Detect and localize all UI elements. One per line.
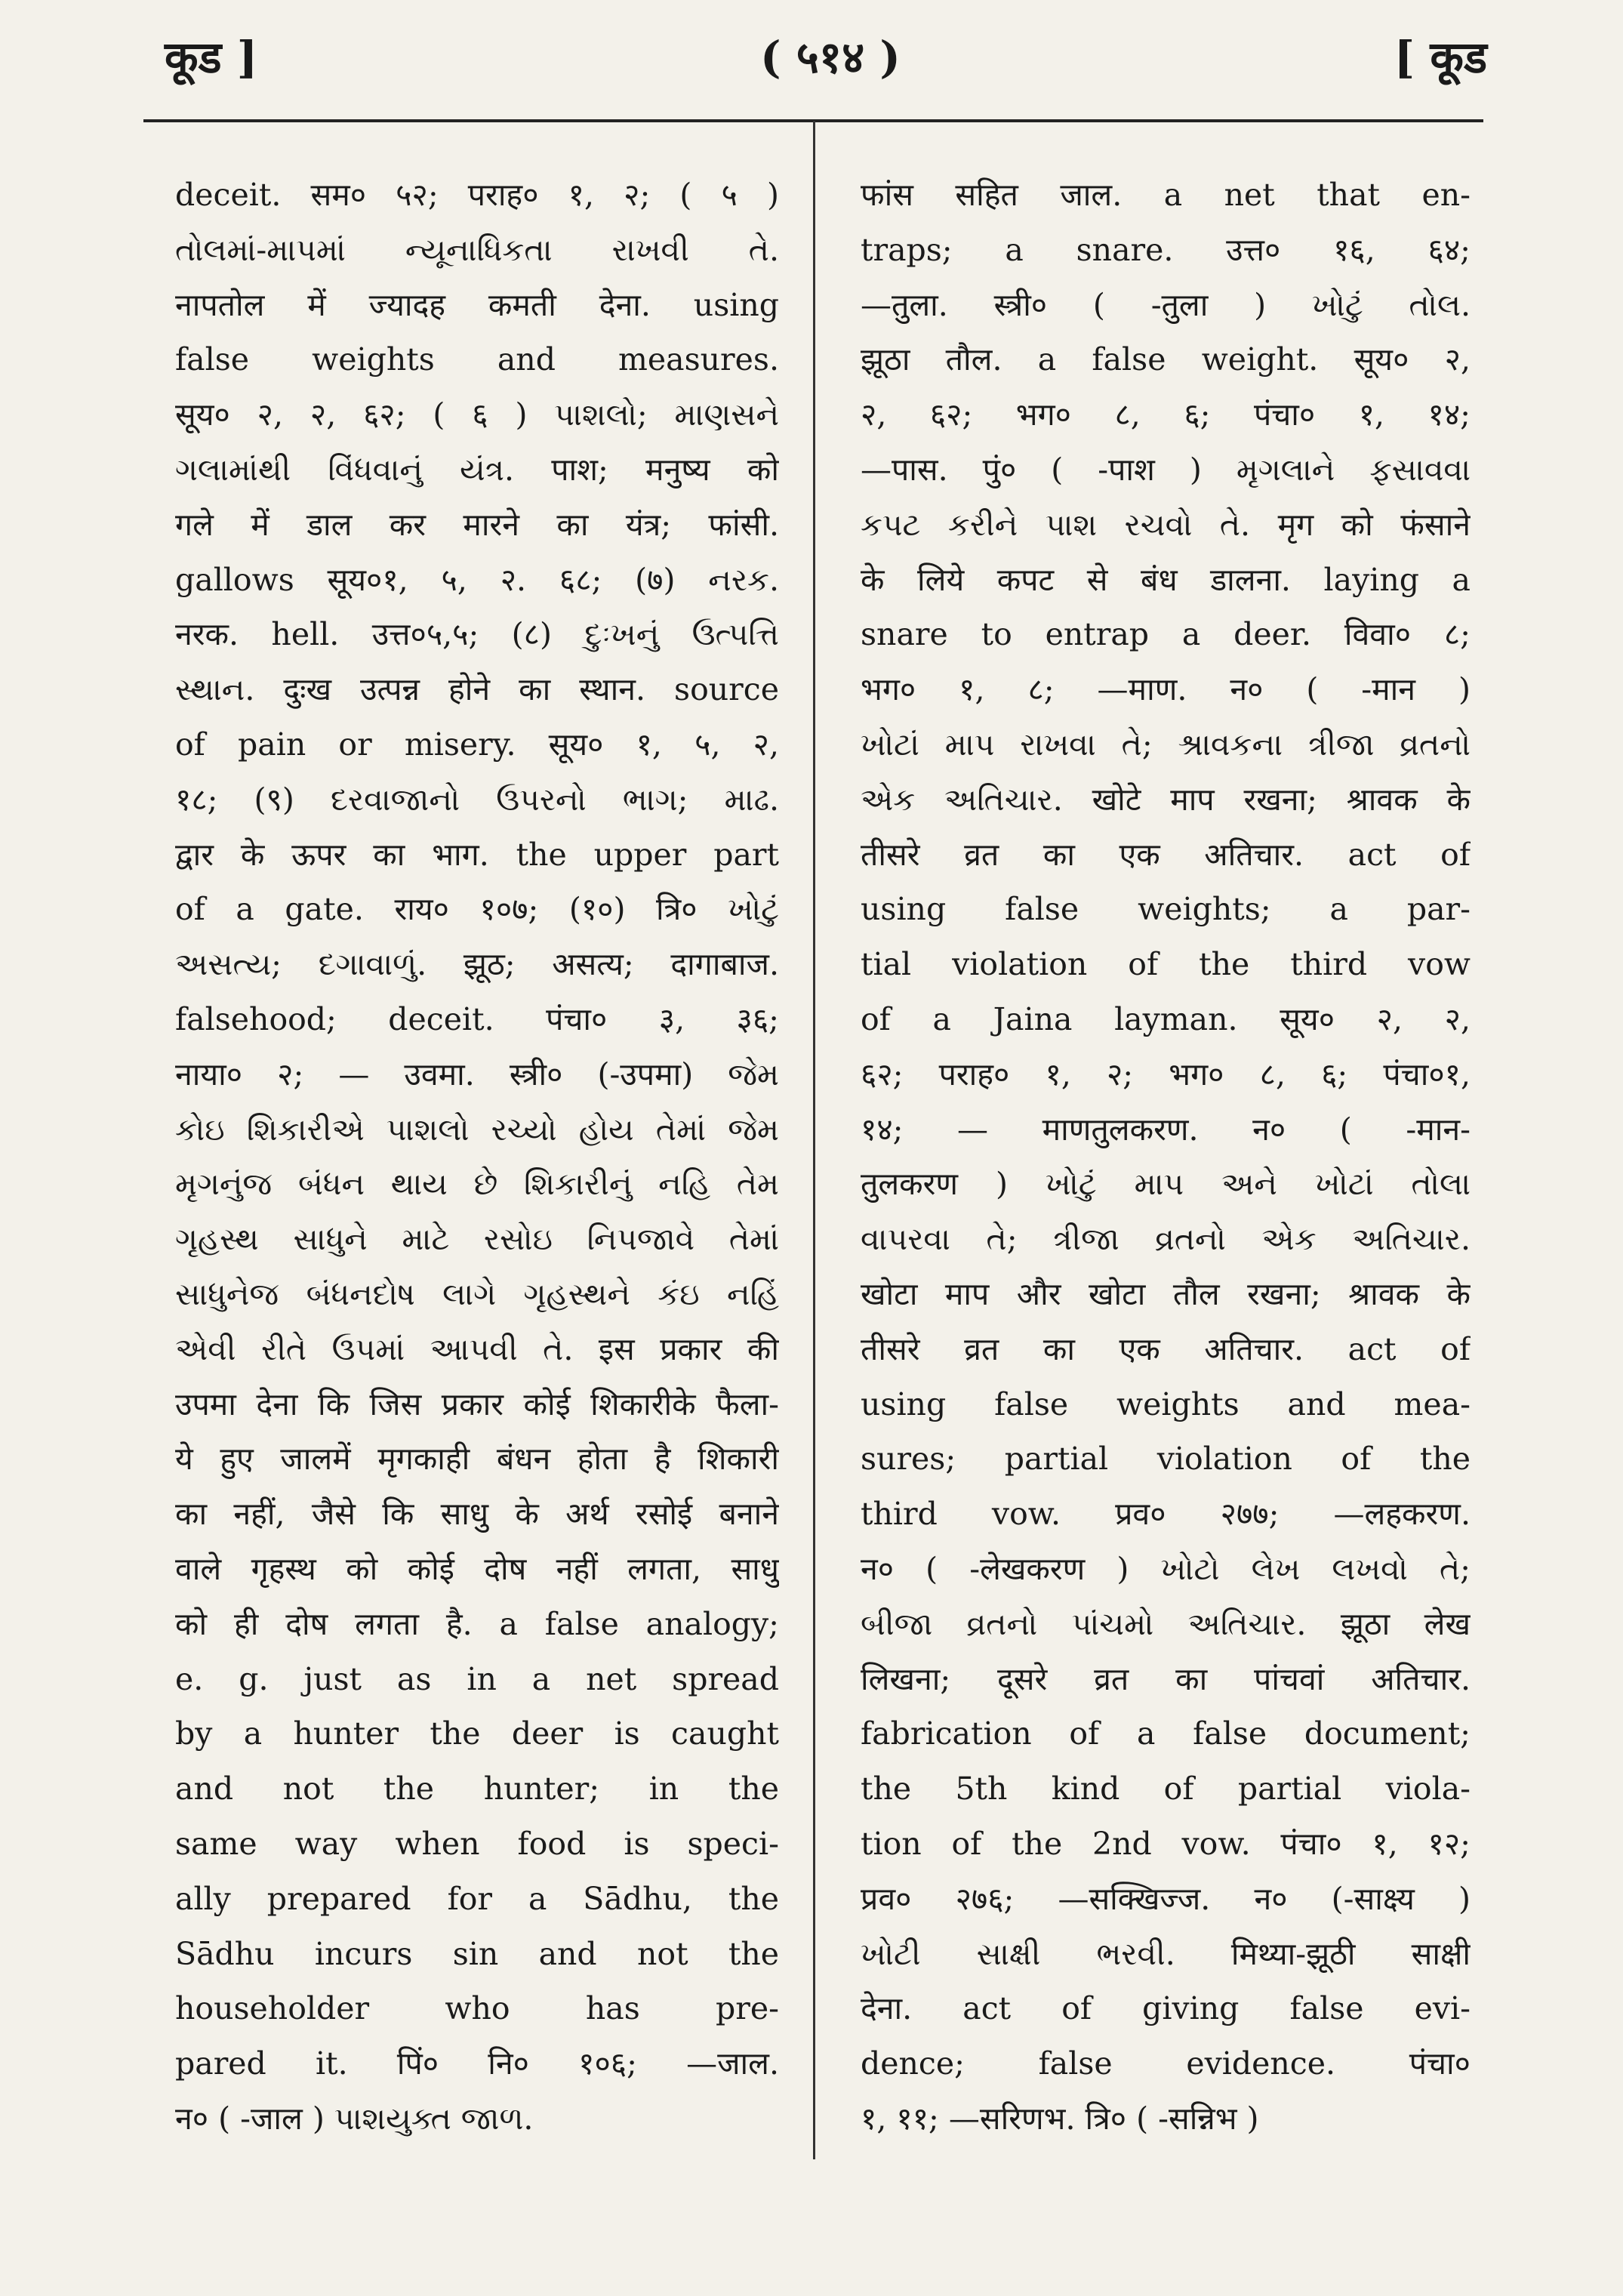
left-column-line: न० ( -जाल ) પાશયુક્ત જાળ. [175,2100,534,2137]
right-column-line: કપટ કરીને પાશ રચવો તે. मृग को फंसाने [861,506,1471,543]
page-number: ( ५१४ ) [760,32,901,83]
right-column-line: देना. act of giving false evi- [861,1990,1471,2027]
left-column-line: ally prepared for a Sādhu, the [175,1880,779,1917]
left-column-line: १८; (९) દરવાજાનો ઉપરનો ભાગ; માઢ. [175,781,779,818]
right-column-line: लिखना; दूसरे व्रत का पांचवां अतिचार. [861,1660,1471,1697]
left-column-line: e. g. just as in a net spread [175,1660,779,1697]
left-column-line: वाले गृहस्थ को कोई दोष नहीं लगता, साधु [175,1550,779,1587]
left-column-line: false weights and measures. [175,341,779,378]
left-column-line: deceit. सम० ५२; पराह० १, २; ( ५ ) [175,177,779,213]
left-column-line: સ્થાન. दुःख उत्पन्न होने का स्थान. source [175,671,779,708]
right-column-line: tion of the 2nd vow. पंचा० १, १२; [861,1825,1471,1862]
left-column-line: नरक. hell. उत्त०५,५; (८) દુઃખનું ઉત્પત્તિ [175,616,779,653]
column-divider [813,121,815,2159]
left-column-line: गले में डाल कर मारने का यंत्र; फांसी. [175,506,779,543]
left-column-line: of a gate. राय० १०७; (१०) त्रि० ખોટું [175,891,779,928]
right-column-line: झूठा तौल. a false weight. सूय० २, [861,341,1471,378]
right-column-line: બીજા વ્રતનો પાંચમો અતિચાર. झूठा लेख [861,1605,1471,1642]
left-column-line: અસત્ય; દગાવાળું. झूठ; असत्य; दागाबाज. [175,946,779,983]
left-column-line: को ही दोष लगता है. a false analogy; [175,1605,779,1642]
left-column-line: द्वार के ऊपर का भाग. the upper part [175,836,779,873]
left-column-line: gallows सूय०१, ५, २. ६८; (७) નરક. [175,561,779,598]
right-column-line: खोटा माप और खोटा तौल रखना; श्रावक के [861,1275,1471,1312]
left-column-line: उपमा देना कि जिस प्रकार कोई शिकारीके फैला- [175,1385,779,1422]
right-column-line: के लिये कपट से बंध डालना. laying a [861,561,1471,598]
header-left-guideword: कूड ] [165,32,258,83]
left-column-line: and not the hunter; in the [175,1771,779,1808]
right-column-line: भग० १, ८; —माण. न० ( -मान ) [861,671,1471,708]
left-column-line: ગલામાંથી વિંધવાનું યંત્ર. पाश; मनुष्य को [175,451,779,488]
right-column-line: એક અતિચાર. खोटे माप रखना; श्रावक के [861,781,1471,818]
header-right-guideword: [ कूड [1394,32,1487,83]
right-column-line: tial violation of the third vow [861,946,1471,983]
left-column-line: का नहीं, जैसे कि साधु के अर्थ रसोई बनाने [175,1496,779,1533]
right-column-line: ખોટાં માપ રાખવા તે; શ્રાવકના ત્રીજા વ્રતનો [861,726,1471,763]
right-column-line: १, ११; —सरिणभ. त्रि० ( -सन्निभ ) [861,2100,1259,2137]
left-column-line: householder who has pre- [175,1990,779,2027]
right-column-line: न० ( -लेखकरण ) ખોટો લેખ લખવો તે; [861,1550,1471,1587]
left-column-line: મૃગનુંજ બંધન થાય છે શિકારીનું નહિ તેમ [175,1166,779,1203]
left-column-line: same way when food is speci- [175,1825,779,1862]
left-column-line: એવી રીતે ઉપમાં આપવી તે. इस प्रकार की [175,1330,779,1367]
right-column-line: ખોટી સાક્ષી ભરવી. मिथ्या-झूठी साक्षी [861,1935,1471,1972]
right-column-line: third vow. प्रव० २७७; —लहकरण. [861,1496,1471,1533]
right-column-line: using false weights; a par- [861,891,1471,928]
left-column-line: pared it. पिं० नि० १०६; —जाल. [175,2045,779,2082]
right-column-line: १४; — माणतुलकरण. न० ( -मान- [861,1111,1471,1148]
left-column-line: नाया० २; — उवमा. स्त्री० (-उपमा) જેમ [175,1056,779,1093]
right-column-line: of a Jaina layman. सूय० २, २, [861,1000,1471,1037]
right-column-line: तीसरे व्रत का एक अतिचार. act of [861,836,1471,873]
right-column-line: २, ६२; भग० ८, ६; पंचा० १, १४; [861,396,1471,433]
left-column-line: સાધુનેજ બંધનદોષ લાગે ગૃહસ્થને કંઇ નહિં [175,1275,779,1312]
right-column-line: प्रव० २७६; —सक्खिज्ज. न० (-साक्ष्य ) [861,1880,1471,1917]
right-column-line: the 5th kind of partial viola- [861,1771,1471,1808]
left-column-line: કોઇ શિકારીએ પાશલો રચ્યો હોય તેમાં જેમ [175,1111,779,1148]
left-column-line: ગૃહસ્થ સાધુને માટે રસોઇ નિપજાવે તેમાં [175,1221,779,1258]
left-column [175,168,779,2147]
left-column-line: તોલમાં-માપમાં ન્યૂનાધિકતા રાખવી તે. [175,231,779,268]
right-column-line: ६२; पराह० १, २; भग० ८, ६; पंचा०१, [861,1056,1471,1093]
right-column-line: using false weights and mea- [861,1385,1471,1422]
right-column-line: —पास. पुं० ( -पाश ) મૃગલાને ફસાવવા [861,451,1471,488]
right-column-line: dence; false evidence. पंचा० [861,2045,1471,2082]
right-column-line: तीसरे व्रत का एक अतिचार. act of [861,1330,1471,1367]
left-column-line: by a hunter the deer is caught [175,1715,779,1752]
left-column-line: ये हुए जालमें मृगकाही बंधन होता है शिकारी [175,1441,779,1478]
left-column-line: of pain or misery. सूय० १, ५, २, [175,726,779,763]
right-column-line: तुलकरण ) ખોટું માપ અને ખોટાં તોલા [861,1166,1471,1203]
right-column-line: —तुला. स्त्री० ( -तुला ) ખોટું તોલ. [861,286,1471,323]
right-column-line: फांस सहित जाल. a net that en- [861,177,1471,213]
right-column-line: sures; partial violation of the [861,1441,1471,1478]
left-column-line: नापतोल में ज्यादह कमती देना. using [175,286,779,323]
right-column-line: fabrication of a false document; [861,1715,1471,1752]
left-column-line: Sādhu incurs sin and not the [175,1935,779,1972]
left-column-line: सूय० २, २, ६२; ( ६ ) પાશલો; માણસને [175,396,779,433]
right-column-line: વાપરવા તે; ત્રીજા વ્રતનો એક અતિચાર. [861,1221,1471,1258]
left-column-line: falsehood; deceit. पंचा० ३, ३६; [175,1000,779,1037]
right-column [861,168,1471,2147]
right-column-line: traps; a snare. उत्त० १६, ६४; [861,231,1471,268]
right-column-line: snare to entrap a deer. विवा० ८; [861,616,1471,653]
